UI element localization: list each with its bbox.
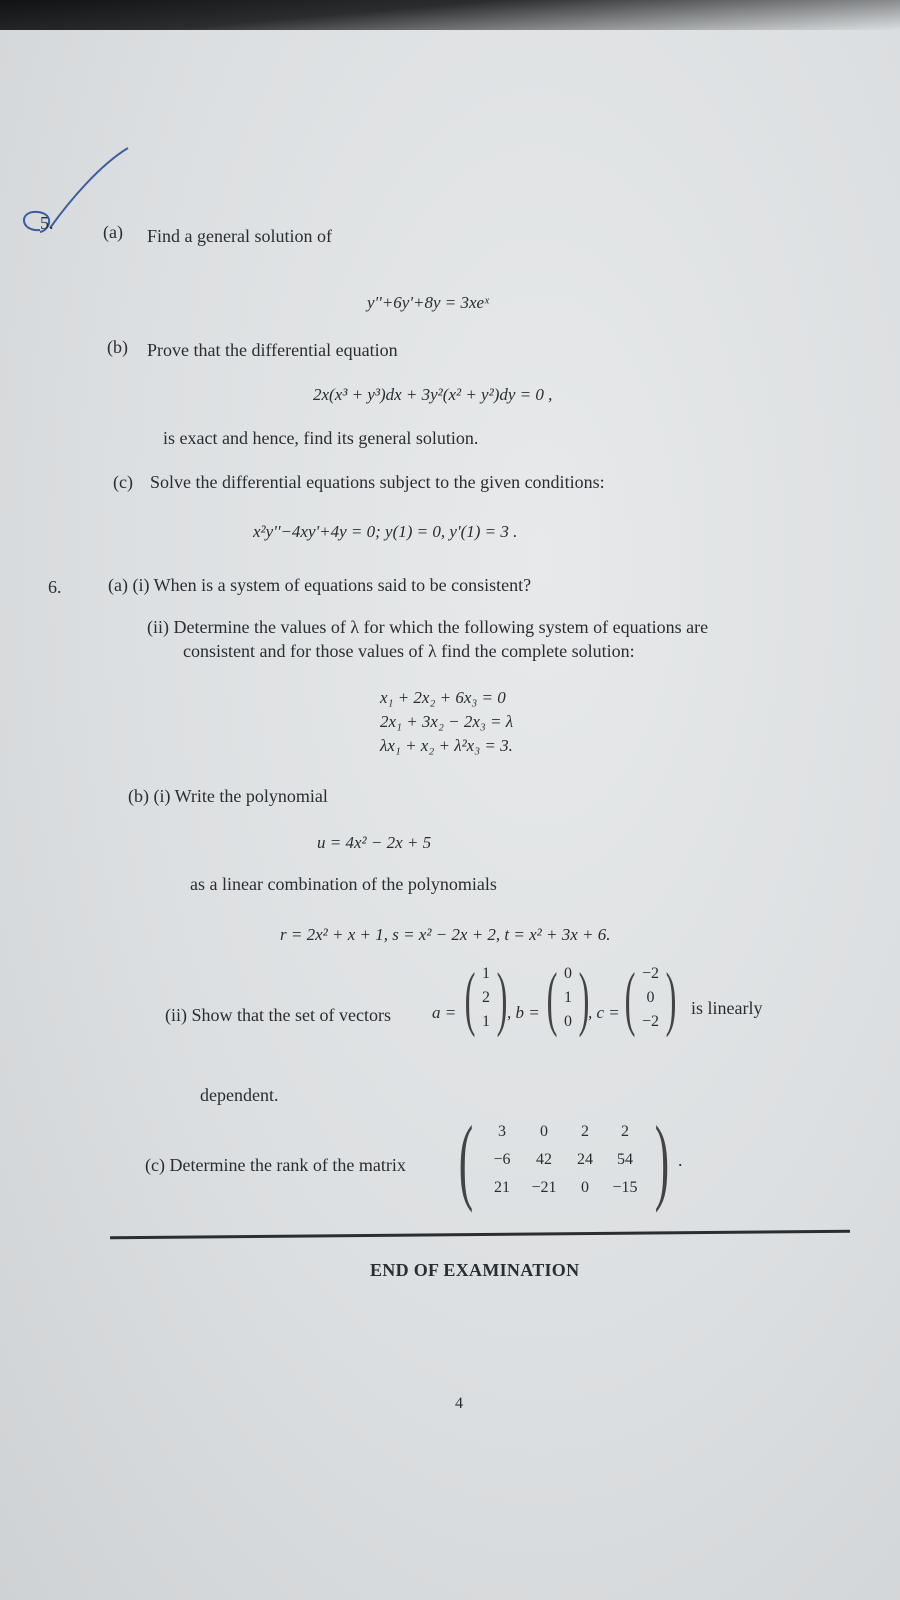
vector-a-label: a = bbox=[432, 1003, 457, 1022]
matrix-cell: 42 bbox=[535, 1151, 552, 1168]
q5b-equation: 2x(x³ + y³)dx + 3y²(x² + y²)dy = 0 , bbox=[313, 385, 553, 404]
matrix-cell: 0 bbox=[580, 1179, 589, 1196]
q6a-i-text: (a) (i) When is a system of equations said to be consistent? bbox=[108, 575, 532, 595]
q6-number: 6. bbox=[48, 577, 62, 597]
vector-a-entry: 2 bbox=[481, 989, 490, 1006]
system-eq-1: x₁ + 2x₂ + 6x₃ = 0 bbox=[380, 688, 506, 707]
q5c-label: (c) bbox=[113, 472, 133, 492]
page-edge-shadow bbox=[0, 0, 900, 30]
vector-b-entry: 0 bbox=[563, 1013, 572, 1030]
q6b-i-text: (b) (i) Write the polynomial bbox=[128, 786, 328, 806]
q5a-equation: y''+6y'+8y = 3xeˣ bbox=[367, 293, 489, 312]
q6a-ii-line2: consistent and for those values of λ find the complete solution: bbox=[183, 641, 635, 661]
q6b-i-text2: as a linear combination of the polynomials bbox=[190, 874, 497, 894]
vector-b: ( 0 1 0 ) bbox=[546, 958, 590, 1038]
vector-b-entry: 1 bbox=[563, 989, 572, 1006]
matrix-cell: 2 bbox=[580, 1123, 589, 1140]
q5a-label: (a) bbox=[103, 222, 123, 242]
matrix-cell: 3 bbox=[497, 1123, 506, 1140]
system-eq-3: λx₁ + x₂ + λ²x₃ = 3. bbox=[380, 736, 513, 755]
vector-b-label: , b = bbox=[507, 1003, 540, 1022]
vector-c-entry: −2 bbox=[641, 1013, 660, 1030]
q5b-label: (b) bbox=[107, 337, 128, 357]
matrix-cell: 0 bbox=[539, 1123, 548, 1140]
rank-matrix: ( 3 0 2 2 −6 42 24 54 21 −21 0 −15 ) . bbox=[458, 1106, 683, 1213]
vector-a-entry: 1 bbox=[481, 965, 490, 982]
vector-c: ( −2 0 −2 ) bbox=[624, 958, 677, 1038]
polynomials-rst: r = 2x² + x + 1, s = x² − 2x + 2, t = x² + 3x + 6. bbox=[280, 925, 611, 944]
u-polynomial: u = 4x² − 2x + 5 bbox=[317, 833, 432, 852]
q5c-equation: x²y''−4xy'+4y = 0; y(1) = 0, y'(1) = 3 . bbox=[253, 522, 518, 541]
q5a-text: Find a general solution of bbox=[147, 226, 332, 246]
end-divider-line bbox=[110, 1230, 850, 1239]
vector-c-label: , c = bbox=[588, 1003, 620, 1022]
q5b-text2: is exact and hence, find its general solution. bbox=[163, 428, 479, 448]
end-of-examination: END OF EXAMINATION bbox=[370, 1260, 580, 1280]
q6b-ii-tail: is linearly bbox=[691, 998, 763, 1018]
matrix-cell: 54 bbox=[616, 1151, 633, 1168]
vector-a: ( 1 2 1 ) bbox=[464, 958, 508, 1038]
matrix-cell: 24 bbox=[576, 1151, 593, 1168]
system-eq-2: 2x₁ + 3x₂ − 2x₃ = λ bbox=[380, 712, 514, 731]
q5c-text: Solve the differential equations subject to the given conditions: bbox=[150, 472, 605, 492]
q6c-text: (c) Determine the rank of the matrix bbox=[145, 1155, 406, 1175]
vector-a-entry: 1 bbox=[481, 1013, 490, 1030]
q6b-ii-text: (ii) Show that the set of vectors bbox=[165, 1005, 391, 1025]
q5b-text: Prove that the differential equation bbox=[147, 340, 398, 360]
matrix-period: . bbox=[677, 1149, 683, 1170]
vector-c-entry: −2 bbox=[641, 965, 660, 982]
page-number: 4 bbox=[455, 1395, 463, 1412]
vector-b-entry: 0 bbox=[563, 965, 572, 982]
q6b-ii-text2: dependent. bbox=[200, 1085, 279, 1105]
q5-number: 5. bbox=[40, 213, 54, 233]
matrix-cell: −6 bbox=[493, 1151, 511, 1168]
vector-c-entry: 0 bbox=[646, 989, 655, 1006]
matrix-cell: 21 bbox=[493, 1179, 510, 1196]
matrix-cell: −15 bbox=[612, 1179, 638, 1196]
matrix-cell: 2 bbox=[620, 1123, 629, 1140]
q6a-ii-line1: (ii) Determine the values of λ for which the following system of equations are bbox=[147, 617, 709, 637]
matrix-cell: −21 bbox=[531, 1179, 557, 1196]
